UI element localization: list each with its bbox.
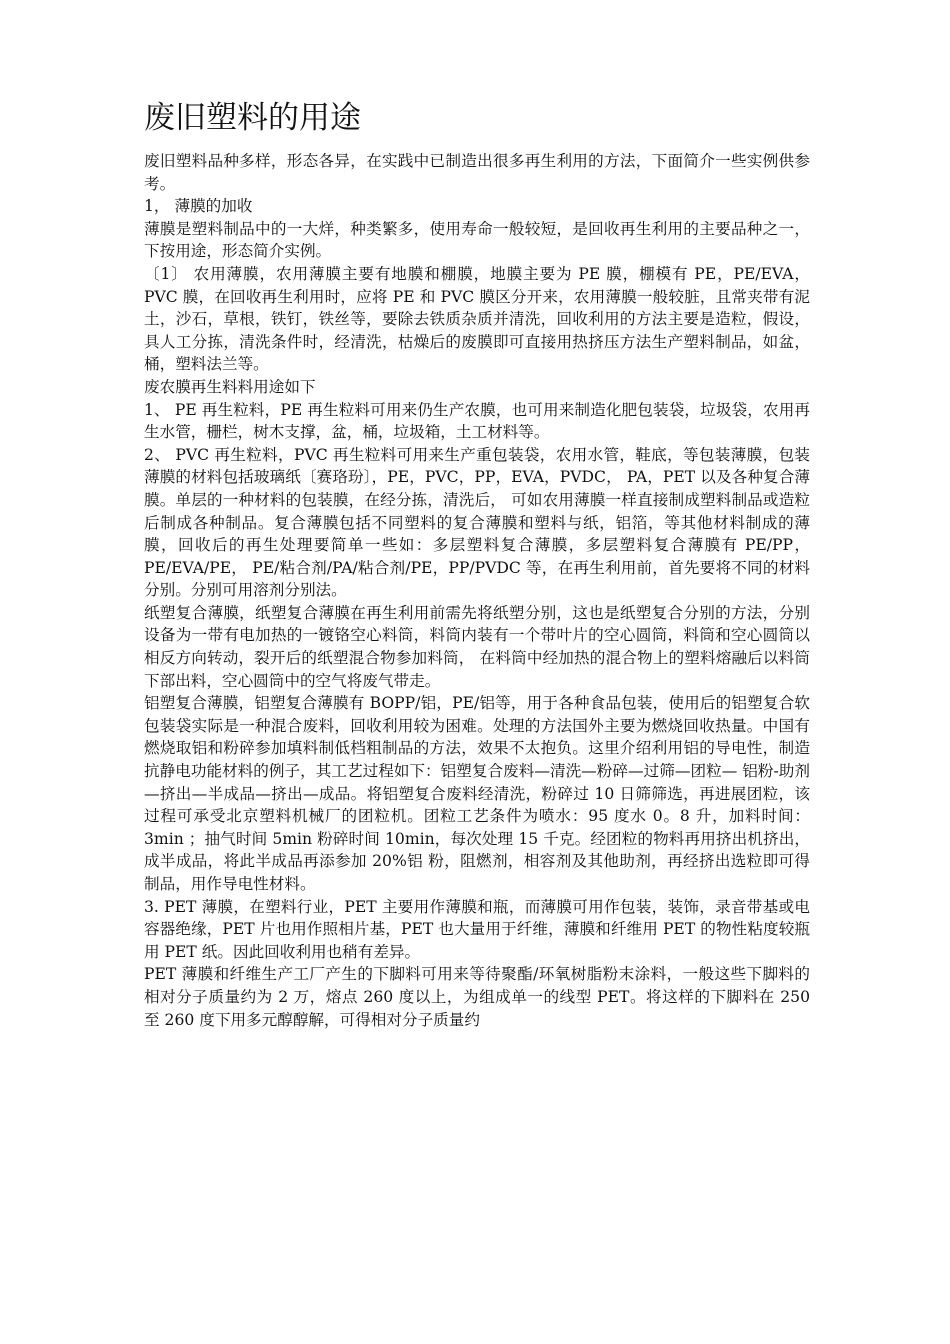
- section-heading-film: 1， 薄膜的加收: [144, 197, 253, 216]
- paragraph-pe-pellets: 1、 PE 再生粒料，PE 再生粒料可用来仍生产农膜，也可用来制造化肥包装袋，垃圾袋，农用再生水管，栅栏，树木支撑，盆，桶，垃圾箱，土工材料等。: [144, 400, 810, 442]
- document-body: [144, 150, 810, 1031]
- paragraph-pet-scrap: PET 薄膜和纤维生产工厂产生的下脚料可用来等待聚酯/环氧树脂粉末涂料，一般这些下脚料的相对分子质量约为 2 万，熔点 260 度以上，为组成单一的线型 PET。将这样的下脚料在 250 至 260 度下用多元醇醇解，可得相对分子质量约: [144, 965, 810, 1029]
- paragraph-recycled-uses-heading: 废农膜再生料料用途如下: [144, 377, 316, 396]
- paragraph-paper-plastic: 纸塑复合薄膜，纸塑复合薄膜在再生利用前需先将纸塑分别，这也是纸塑复合分别的方法，分别设备为一带有电加热的一镀铬空心料筒，料筒内装有一个带叶片的空心圆筒，料筒和空心圆筒以相反方向转动，裂开后的纸塑混合物参加料筒， 在料筒中经加热的混合物上的塑料熔融后以料筒下部出料，空心圆筒中的空气将废气带走。: [144, 603, 810, 690]
- paragraph-agricultural-film: 〔1〕 农用薄膜，农用薄膜主要有地膜和棚膜，地膜主要为 PE 膜，棚模有 PE，PE/EVA，PVC 膜，在回收再生利用时，应将 PE 和 PVC 膜区分开来，农用薄膜一般较脏，且常夹带有泥土，沙石，草根，铁钉，铁丝等，要除去铁质杂质并清洗，回收利用的方法主要是造粒，假设，具人工分拣，清洗条件时，经清洗，枯燥后的废膜即可直接用热挤压方法生产塑料制品，如盆，桶，塑料法兰等。: [144, 264, 810, 374]
- page-title: 废旧塑料的用途: [144, 100, 361, 136]
- paragraph-pet-film: 3. PET 薄膜，在塑料行业，PET 主要用作薄膜和瓶，而薄膜可用作包装，装饰，录音带基或电容器绝缘，PET 片也用作照相片基，PET 也大量用于纤维，薄膜和纤维用 PET 的物性粘度较瓶用 PET 纸。因此回收利用也稍有差异。: [144, 897, 810, 961]
- paragraph-intro: 废旧塑料品种多样，形态各异，在实践中已制造出很多再生利用的方法，下面简介一些实例供参考。: [144, 152, 810, 193]
- paragraph-aluminum-plastic: 铝塑复合薄膜，铝塑复合薄膜有 BOPP/铝，PE/铝等，用于各种食品包装，使用后的铝塑复合软包装袋实际是一种混合废料，回收利用较为困难。处理的方法国外主要为燃烧回收热量。中国有燃烧取铝和粉碎参加填料制低档粗制品的方法，效果不太抱负。这里介绍利用铝的导电性，制造抗静电功能材料的例子，其工艺过程如下：铝塑复合废料—清洗—粉碎—过筛—团粒— 铝粉-助剂—挤出—半成品—挤出—成品。将铝塑复合废料经清洗，粉碎过 10 日筛筛选，再进展团粒，该过程可承受北京塑料机械厂的团粒机。团粒工艺条件为喷水：95 度水 0。8 升，加料时间：3min ；抽气时间 5min 粉碎时间 10min，每次处理 15 千克。经团粒的物料再用挤出机挤出，成半成品，将此半成品再添参加 20%铝 粉，阻燃剂，相容剂及其他助剂，再经挤出选粒即可得制品，用作导电性材料。: [144, 694, 810, 893]
- paragraph-film-overview: 薄膜是塑料制品中的一大烊，种类繁多，使用寿命一般较短，是回收再生利用的主要品种之一，下按用途，形态简介实例。: [144, 219, 810, 261]
- paragraph-pvc-pellets: 2、 PVC 再生粒料，PVC 再生粒料可用来生产重包装袋，农用水管，鞋底，等包装薄膜，包装薄膜的材料包括玻璃纸〔赛珞玢〕，PE，PVC，PP，EVA，PVDC， PA，PET 以及各种复合薄膜。单层的一种材料的包装膜，在经分拣，清洗后， 可如农用薄膜一样直接制成塑料制品或造粒后制成各种制品。复合薄膜包括不同塑料的复合薄膜和塑料与纸，铝箔，等其他材料制成的薄膜，回收后的再生处理要简单一些如：多层塑料复合薄膜，多层塑料复合薄膜有 PE/PP，PE/EVA/PE， PE/粘合剂/PA/粘合剂/PE，PP/PVDC 等，在再生利用前，首先要将不同的材料分别。分别可用溶剂分别法。: [144, 445, 810, 600]
